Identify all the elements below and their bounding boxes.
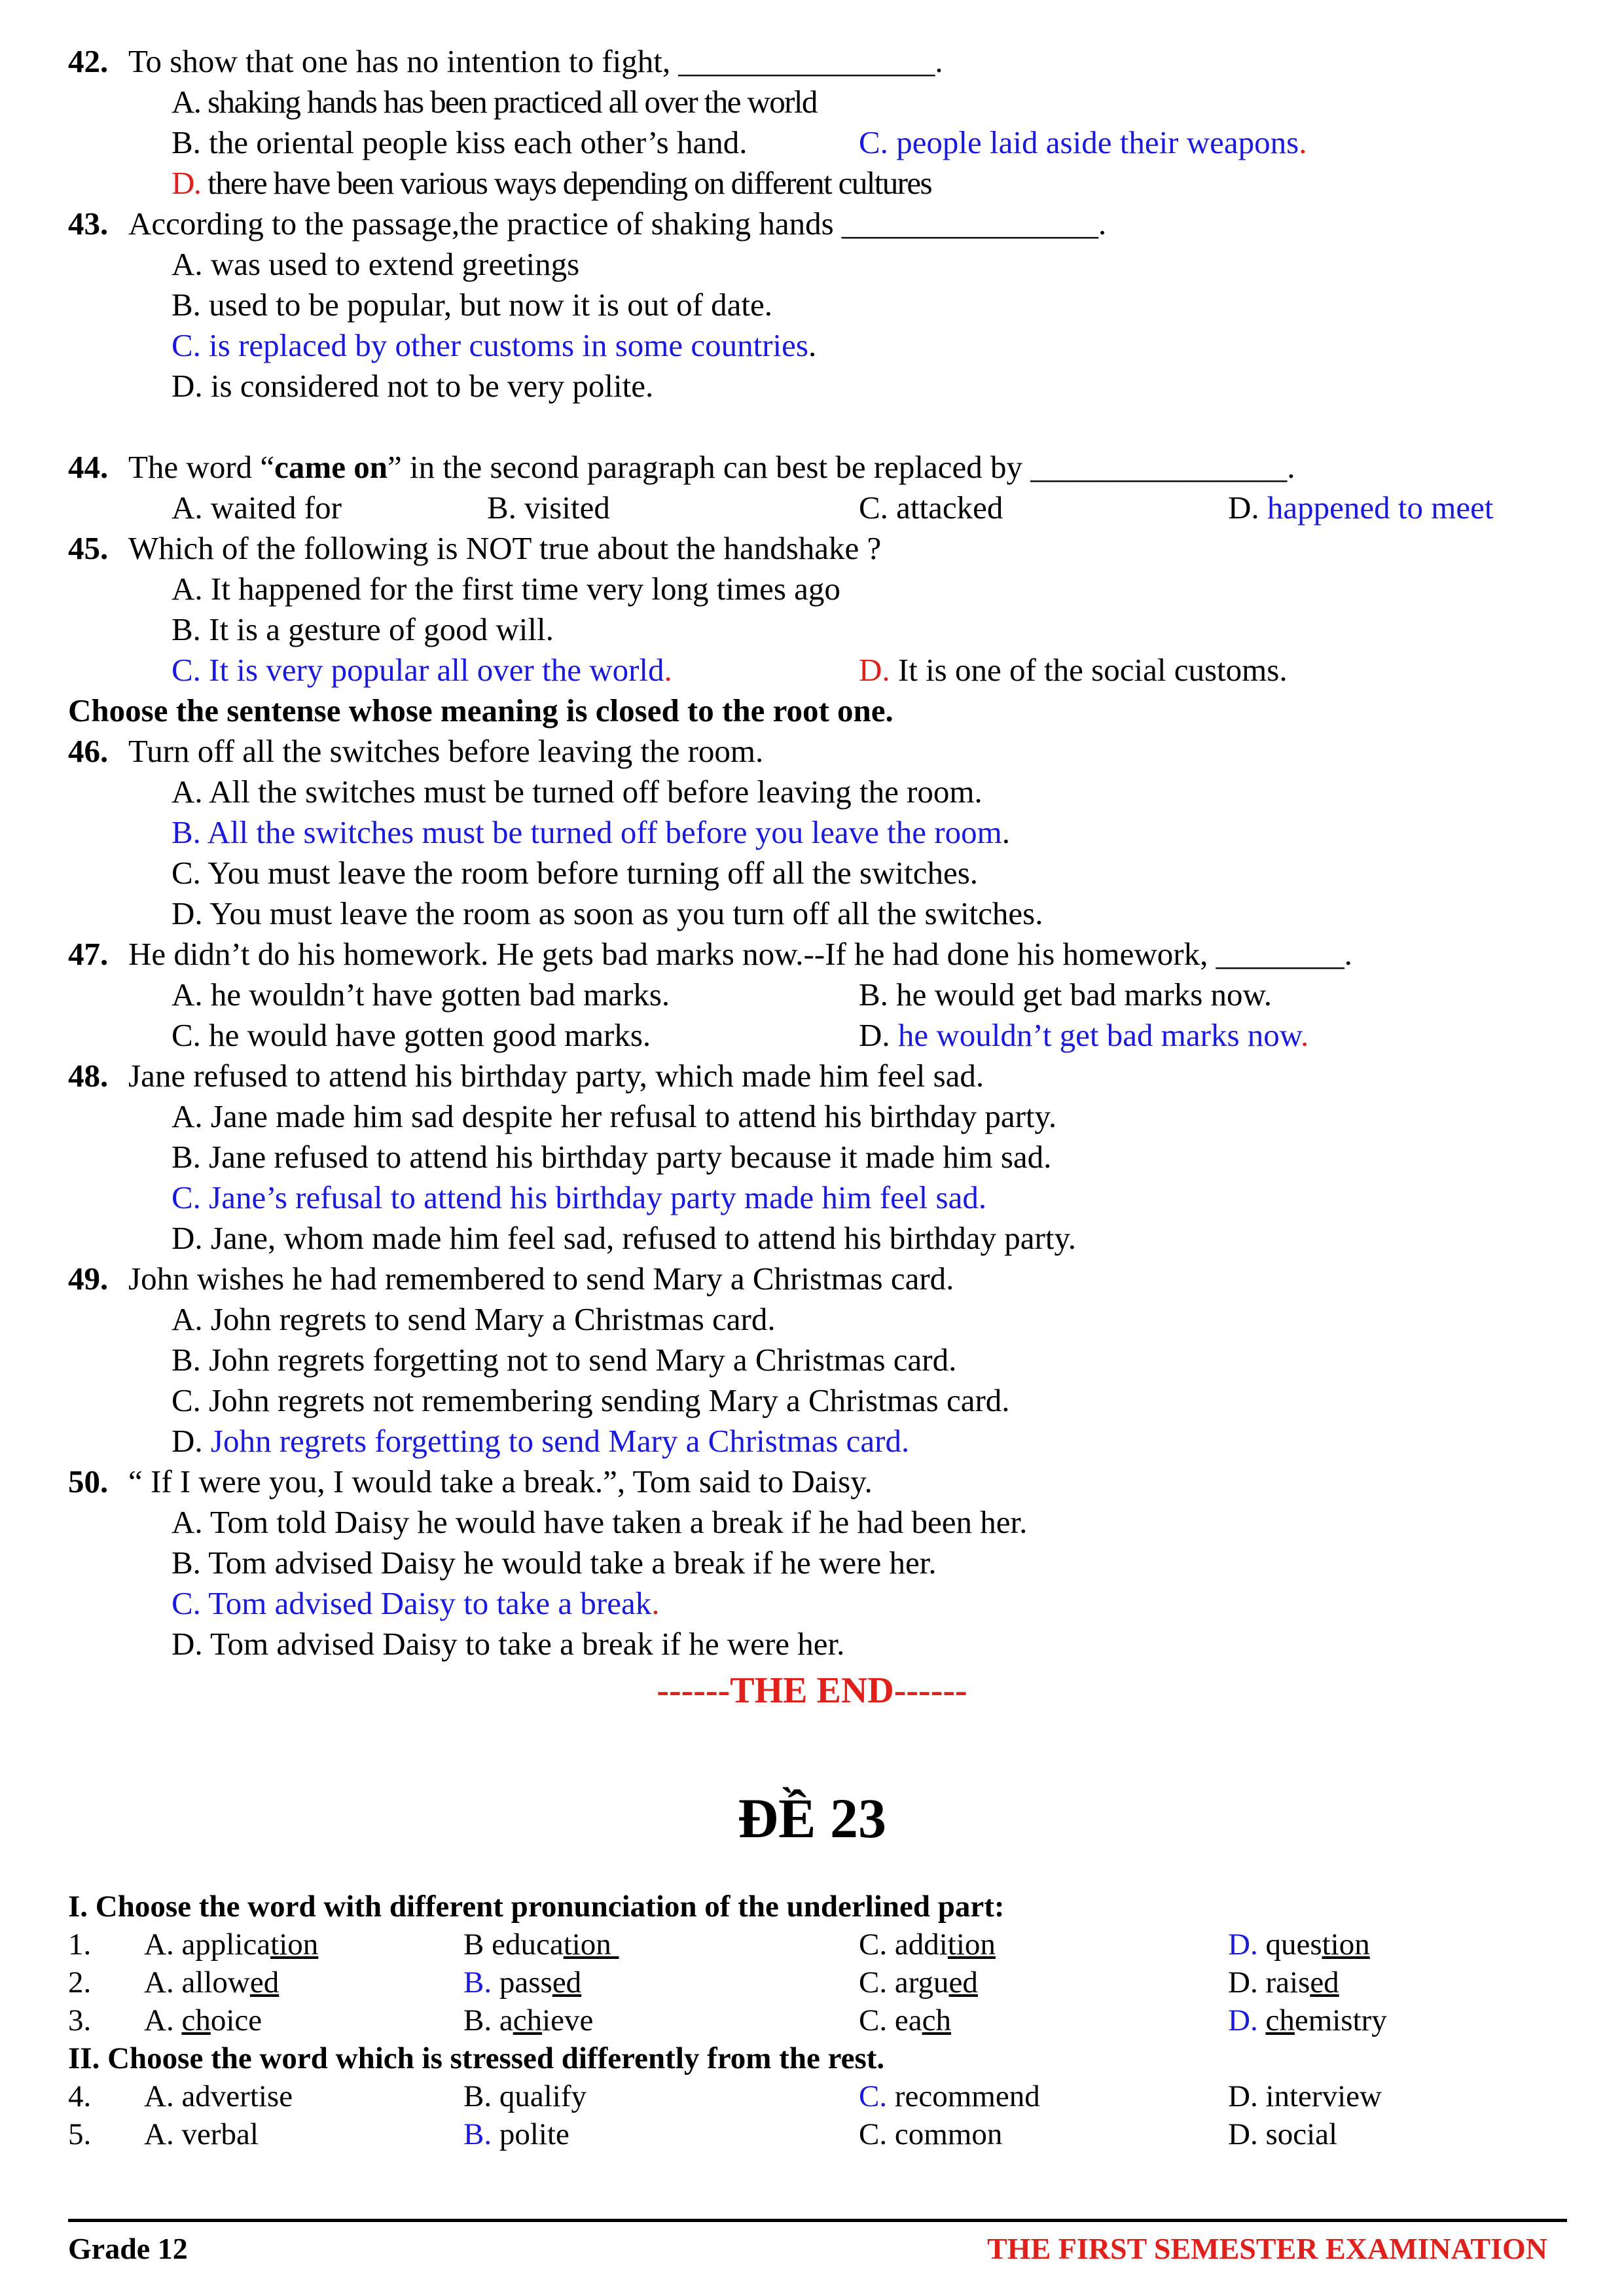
option-c	[859, 1964, 978, 2001]
question-46	[68, 732, 763, 771]
option-c: C. John regrets not remembering sending Mary a Christmas card.	[171, 1382, 1010, 1418]
question-stem: “ If I were you, I would take a break.”, Tom said to Daisy.	[128, 1463, 873, 1499]
option-d-correct	[859, 1016, 1308, 1055]
option-text: happened to meet	[1259, 490, 1494, 526]
underlined-part: tion	[563, 1928, 619, 1962]
question-44: 44. The word “came on” in the second paragraph can best be replaced by ________________.	[68, 448, 1295, 487]
option-a: A. John regrets to send Mary a Christmas card.	[171, 1301, 776, 1337]
word-part: oice	[210, 2003, 262, 2037]
question-number: 48.	[68, 1058, 109, 1094]
answer-blank: ________________	[1030, 449, 1288, 485]
question-49	[68, 1259, 954, 1299]
option-text: there have been various ways depending on different cultures	[200, 165, 931, 201]
word-part: emistry	[1294, 2003, 1387, 2037]
option-text: John regrets forgetting to send Mary a Christmas card.	[202, 1423, 910, 1459]
underlined-part: ed	[552, 1965, 582, 2000]
underlined-part: ch	[513, 2003, 543, 2037]
option-b: B. the oriental people kiss each other’s hand.	[171, 124, 748, 160]
option-letter: D.	[859, 652, 890, 688]
word-part: C. addi	[859, 1928, 948, 1962]
option-d	[171, 164, 931, 203]
option-c-correct	[859, 2077, 1040, 2115]
question-stem: Jane refused to attend his birthday party, which made him feel sad.	[128, 1058, 984, 1094]
option-text: polite	[492, 2117, 569, 2151]
underlined-part: tion	[1322, 1928, 1370, 1962]
option-dot: .	[651, 1585, 660, 1621]
option-b: B. Tom advised Daisy he would take a break if he were her.	[171, 1545, 937, 1581]
option-b: B. visited	[487, 490, 610, 526]
option-d-correct	[171, 1422, 909, 1461]
part-1-heading: I. Choose the word with different pronunciation of the underlined part:	[68, 1890, 1005, 1924]
option-letter: D.	[1228, 2003, 1258, 2037]
option-d-correct	[1228, 1926, 1370, 1964]
word-part: B. a	[463, 2003, 513, 2037]
question-number: 44.	[68, 449, 109, 485]
the-end-marker: ------THE END------	[657, 1670, 967, 1711]
option-a: A. waited for	[171, 490, 342, 526]
question-number: 49.	[68, 1261, 109, 1297]
option-b: B. qualify	[463, 2079, 586, 2113]
question-number: 47.	[68, 936, 109, 972]
option-letter: C.	[859, 124, 888, 160]
option-c: C. he would have gotten good marks.	[171, 1017, 651, 1053]
option-b: B. he would get bad marks now.	[859, 977, 1272, 1013]
option-c-correct: C. Jane’s refusal to attend his birthday party made him feel sad.	[171, 1179, 987, 1215]
question-stem: According to the passage,the practice of shaking hands	[128, 206, 834, 242]
footer-grade: Grade 12	[68, 2232, 188, 2265]
word-part	[1258, 2003, 1266, 2037]
option-c-correct: C. is replaced by other customs in some countries.	[171, 327, 817, 363]
question-stem: To show that one has no intention to fight,	[128, 43, 671, 79]
question-42: 42. To show that one has no intention to fight, ________________.	[68, 42, 943, 81]
word-part: ieve	[542, 2003, 594, 2037]
option-b: B. used to be popular, but now it is out of date.	[171, 287, 773, 323]
word-part: pass	[492, 1965, 552, 2000]
option-d	[859, 651, 1288, 690]
option-text: he wouldn’t get bad marks now	[890, 1017, 1301, 1053]
word-part: A. applica	[144, 1928, 271, 1962]
option-letter: D.	[171, 1423, 203, 1459]
question-50	[68, 1462, 873, 1501]
option-letter: B.	[463, 1965, 492, 2000]
question-43: 43. According to the passage,the practice of shaking hands ________________.	[68, 204, 1106, 243]
option-letter: D.	[1228, 1928, 1258, 1962]
question-number: 46.	[68, 733, 109, 769]
option-b	[463, 1926, 619, 1964]
option-dot: .	[664, 652, 672, 688]
word-part: A.	[144, 2003, 182, 2037]
option-d: D. Tom advised Daisy to take a break if he were her.	[171, 1626, 845, 1662]
option-c: C. common	[859, 2117, 1003, 2151]
question-48	[68, 1056, 984, 1096]
question-stem: Which of the following is NOT true about the handshake ?	[128, 530, 882, 566]
option-d-correct	[1228, 2001, 1387, 2039]
underlined-part: ch	[922, 2003, 951, 2037]
option-text: people laid aside their weapons	[888, 124, 1299, 160]
option-a: A. advertise	[144, 2079, 293, 2113]
option-a: A. shaking hands has been practiced all over the world	[171, 84, 817, 120]
question-stem: Turn off all the switches before leaving the room.	[128, 733, 764, 769]
option-a: A. verbal	[144, 2117, 259, 2151]
word-part: ques	[1257, 1928, 1322, 1962]
part-2-heading: II. Choose the word which is stressed differently from the rest.	[68, 2041, 885, 2075]
word-part: C. ea	[859, 2003, 922, 2037]
option-c: C. attacked	[859, 490, 1003, 526]
option-a	[144, 1964, 279, 2001]
question-number: 42.	[68, 43, 109, 79]
row-number: 2.	[68, 1965, 92, 2000]
option-a: A. All the switches must be turned off before leaving the room.	[171, 774, 983, 810]
option-d: D. Jane, whom made him feel sad, refused to attend his birthday party.	[171, 1220, 1077, 1256]
question-stem: He didn’t do his homework. He gets bad marks now.--If he had done his homework,	[128, 936, 1208, 972]
row-number: 1.	[68, 1928, 92, 1962]
option-c: C. You must leave the room before turning off all the switches.	[171, 855, 979, 891]
underlined-part: ed	[249, 1965, 280, 2000]
option-d: D. social	[1228, 2117, 1338, 2151]
option-letter: D.	[171, 165, 201, 201]
option-c	[859, 2001, 951, 2039]
option-text: It is one of the social customs.	[890, 652, 1288, 688]
option-d	[1228, 1964, 1339, 2001]
underlined-part: tion	[270, 1928, 319, 1962]
option-letter: C.	[859, 2079, 888, 2113]
option-c-correct	[171, 1584, 659, 1623]
option-a: A. was used to extend greetings	[171, 246, 580, 282]
option-d: D. You must leave the room as soon as you turn off all the switches.	[171, 895, 1043, 931]
option-text: C. is replaced by other customs in some countries	[171, 327, 808, 363]
row-number: 5.	[68, 2117, 92, 2151]
option-letter: B.	[463, 2117, 492, 2151]
footer-exam-title: THE FIRST SEMESTER EXAMINATION	[987, 2232, 1547, 2265]
question-47: 47. He didn’t do his homework. He gets bad marks now.--If he had done his homework, ________.	[68, 935, 1352, 974]
option-b-correct	[463, 1964, 581, 2001]
option-a: A. he wouldn’t have gotten bad marks.	[171, 977, 670, 1013]
option-a: A. It happened for the first time very long times ago	[171, 571, 840, 607]
answer-blank: ________________	[841, 206, 1098, 242]
option-dot: .	[1299, 124, 1307, 160]
exam-title: ĐỀ 23	[738, 1787, 886, 1850]
stem-post: ” in the second paragraph can best be replaced by	[387, 449, 1022, 485]
option-a: A. Tom told Daisy he would have taken a break if he had been her.	[171, 1504, 1028, 1540]
option-text: C. Tom advised Daisy to take a break	[171, 1585, 652, 1621]
word-part: D. rais	[1228, 1965, 1310, 2000]
option-a	[144, 2001, 262, 2039]
option-b: B. It is a gesture of good will.	[171, 611, 554, 647]
option-b	[463, 2001, 593, 2039]
question-number: 45.	[68, 530, 109, 566]
option-letter: D.	[859, 1017, 890, 1053]
option-letter: D.	[1228, 490, 1259, 526]
word-part: C. argu	[859, 1965, 949, 2000]
option-dot: .	[1301, 1017, 1309, 1053]
underlined-part: ch	[181, 2003, 211, 2037]
option-a	[144, 1926, 318, 1964]
underlined-part: ed	[948, 1965, 978, 2000]
row-number: 3.	[68, 2003, 92, 2037]
answer-blank: ________________	[678, 43, 935, 79]
option-d-correct	[1228, 488, 1493, 528]
option-a: A. Jane made him sad despite her refusal to attend his birthday party.	[171, 1098, 1057, 1134]
option-d: D. is considered not to be very polite.	[171, 368, 654, 404]
question-number: 43.	[68, 206, 109, 242]
option-b: B. Jane refused to attend his birthday party because it made him sad.	[171, 1139, 1052, 1175]
option-c-correct	[171, 651, 672, 690]
underlined-part: tion	[947, 1928, 996, 1962]
question-number: 50.	[68, 1463, 109, 1499]
option-text: B. All the switches must be turned off before you leave the room	[171, 814, 1002, 850]
option-text: recommend	[887, 2079, 1040, 2113]
word-part: B educa	[463, 1928, 564, 1962]
option-b-correct: B. All the switches must be turned off before you leave the room.	[171, 814, 1010, 850]
option-b: B. John regrets forgetting not to send Mary a Christmas card.	[171, 1342, 957, 1378]
option-text: C. It is very popular all over the world	[171, 652, 664, 688]
stem-keyword: came on	[274, 449, 388, 485]
option-b-correct	[463, 2115, 569, 2153]
footer-divider	[68, 2219, 1567, 2222]
underlined-part: ed	[1310, 1965, 1339, 2000]
underlined-part: ch	[1265, 2003, 1295, 2037]
option-c	[859, 1926, 996, 1964]
question-45	[68, 529, 881, 568]
option-d: D. interview	[1228, 2079, 1382, 2113]
stem-pre: The word “	[128, 449, 275, 485]
word-part: A. allow	[144, 1965, 250, 2000]
section-heading: Choose the sentense whose meaning is closed to the root one.	[68, 692, 893, 728]
row-number: 4.	[68, 2079, 92, 2113]
option-c-correct	[859, 123, 1307, 162]
question-stem: John wishes he had remembered to send Mary a Christmas card.	[128, 1261, 954, 1297]
answer-blank: ________	[1216, 936, 1344, 972]
